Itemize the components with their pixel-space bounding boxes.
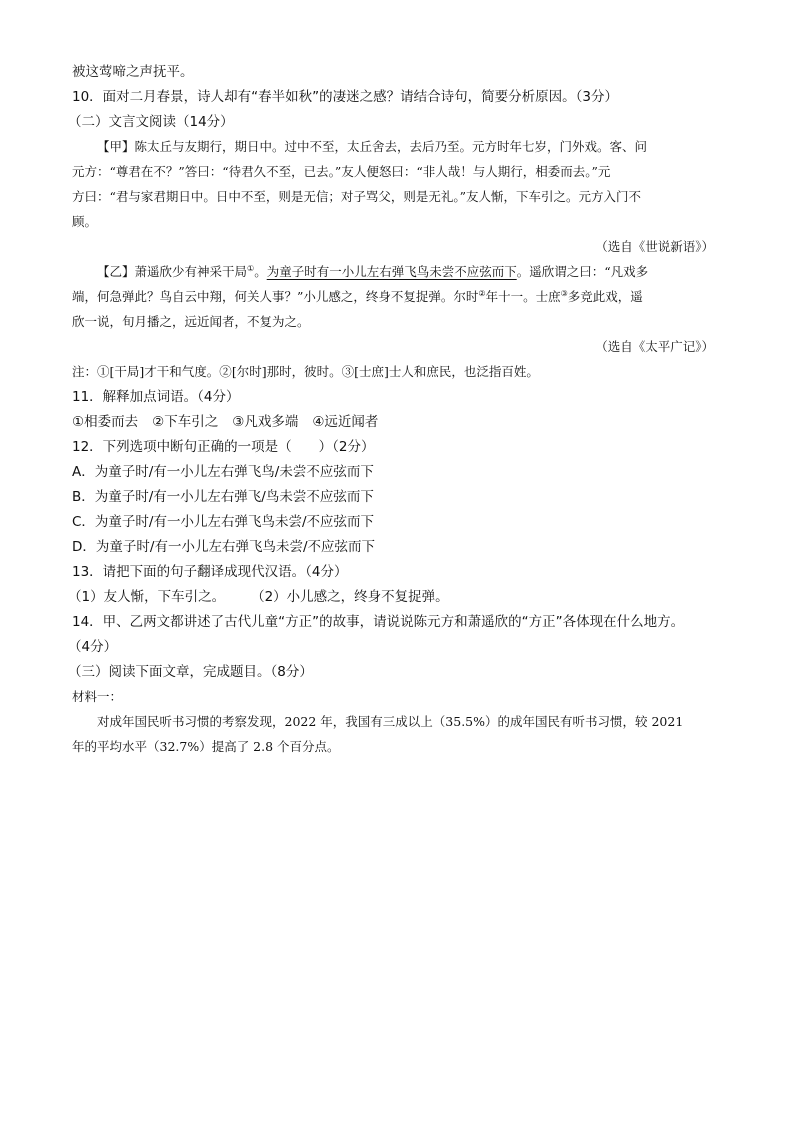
sentence-1: （1）友人惭，下车引之。 [68,589,226,605]
option-d: D．为童子时/有一小儿左右弹飞鸟未尝/不应弦而下 [72,539,375,555]
passage-jia-line-4: 顾。 [72,214,98,229]
option-c: C．为童子时/有一小儿左右弹飞鸟未尝/不应弦而下 [72,514,375,530]
passage-yi-source: （选自《太平广记》） [595,339,714,354]
question-10: 10．面对二月春景，诗人却有“春半如秋”的凄迷之感？请结合诗句，简要分析原因。（3分） [72,89,619,105]
material-line-2: 年的平均水平（32.7%）提高了 2.8 个百分点。 [72,739,340,754]
question-14-line-2: （4分） [68,639,118,655]
passage-jia-line-1: 【甲】陈太丘与友期行，期日中。过中不至，太丘舍去，去后乃至。元方时年七岁，门外戏。客、问 [97,139,648,154]
text: 。 [254,264,267,279]
question-13: 13．请把下面的句子翻译成现代汉语。（4分） [72,564,348,580]
material-line-1: 对成年国民听书习惯的考察发现，2022 年，我国有三成以上（35.5%）的成年国民有听书习惯，较 2021 [97,714,684,729]
note-2: [尔时]那时，彼时。 [231,364,342,379]
note-mark: ③ [341,364,355,379]
footnote-mark: ① [247,263,255,273]
text: 年十一。士庶 [485,289,561,304]
note-mark: ① [97,364,110,379]
question-13-sentences [68,587,449,607]
word-item: ①相委而去 [72,414,139,430]
note-1: [干局]才干和气度。 [109,364,220,379]
material-label: 材料一： [72,689,123,704]
note-mark: ② [219,364,232,379]
footnote-mark: ③ [560,288,568,298]
question-12: 12．下列选项中断句正确的一项是（ ）（2分） [72,439,375,455]
option-b: B．为童子时/有一小儿左右弹飞/鸟未尝不应弦而下 [72,489,374,505]
option-a: A．为童子时/有一小儿左右弹飞鸟/未尝不应弦而下 [72,464,374,480]
annotation-notes [72,362,539,382]
passage-jia-source: （选自《世说新语》） [595,239,714,254]
underlined-sentence: 为童子时有一小儿左右弹飞鸟未尝不应弦而下 [266,264,517,279]
word-item: ③凡戏多端 [232,414,299,430]
passage-yi-line-3: 欣一说，旬月播之，远近闻者，不复为之。 [72,314,310,329]
passage-jia-line-2: 元方：“尊君在不？”答曰：“待君久不至，已去。”友人便怒曰：“非人哉！与人期行，相委而去。”元 [72,164,611,179]
section-heading-2: （二）文言文阅读（14分） [68,114,234,130]
passage-jia-line-3: 方曰：“君与家君期日中。日中不至，则是无信；对子骂父，则是无礼。”友人惭，下车引之。元方入门不 [72,189,642,204]
footnote-mark: ② [478,288,486,298]
word-item: ④远近闻者 [312,414,379,430]
text: 多竞此戏，遥 [567,289,643,304]
text: 【乙】萧遥欣少有神采干局 [97,264,248,279]
question-11-items [72,412,392,432]
note-prefix: 注： [72,364,98,379]
passage-yi-line-2 [72,287,643,307]
question-14-line-1: 14．甲、乙两文都讲述了古代儿童“方正”的故事，请说说陈元方和萧遥欣的“方正”各体现在什么地方。 [72,614,685,630]
passage-yi-line-1 [97,262,648,282]
text: 。遥欣谓之曰：“凡戏多 [516,264,649,279]
section-heading-3: （三）阅读下面文章，完成题目。（8分） [68,664,313,680]
text: 端，何急弹此？鸟自云中翔，何关人事？”小儿感之，终身不复捉弹。尔时 [72,289,479,304]
question-11: 11．解释加点词语。（4分） [72,389,240,405]
note-3: [士庶]士人和庶民，也泛指百姓。 [354,364,539,379]
sentence-2: （2）小儿感之，终身不复捉弹。 [251,589,449,605]
word-item: ②下车引之 [152,414,219,430]
text-line: 被这莺啼之声抚平。 [72,64,194,80]
